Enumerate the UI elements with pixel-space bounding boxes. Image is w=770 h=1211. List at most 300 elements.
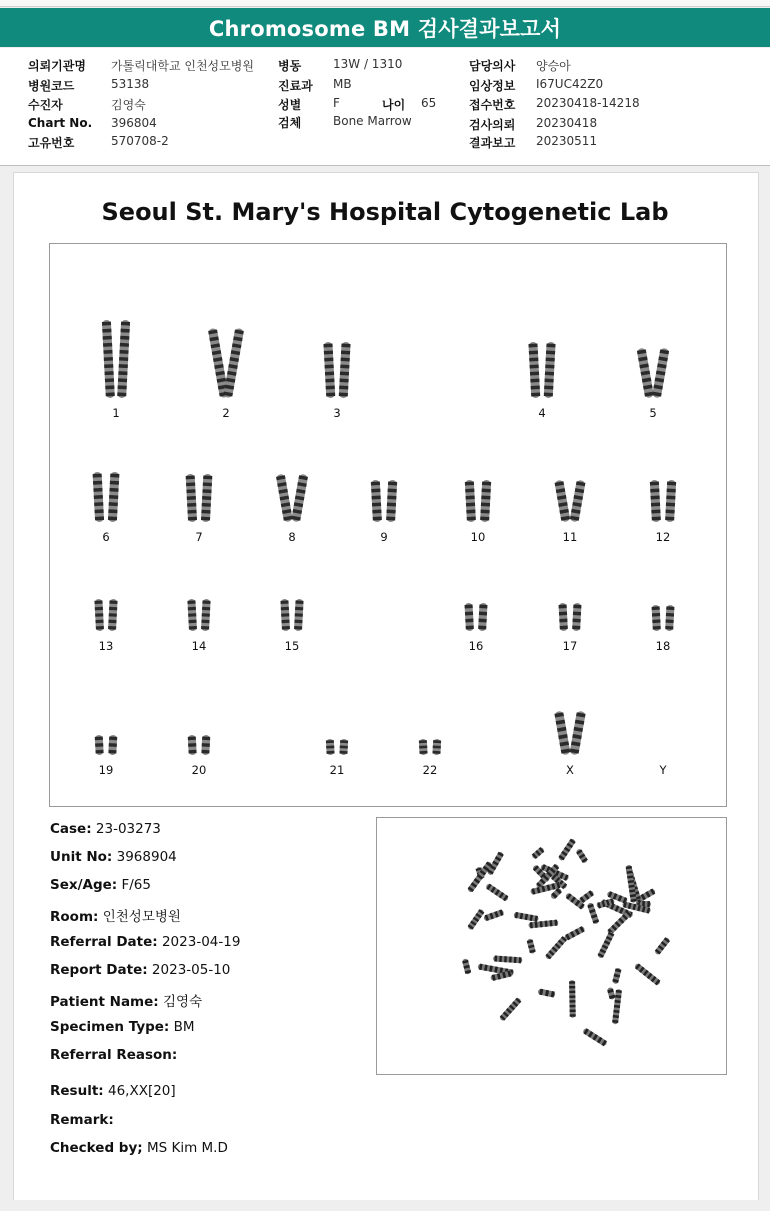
chromosome-label-21: 21 <box>329 763 345 777</box>
chromosome-band <box>323 344 332 348</box>
info-value-hospital-code: 53138 <box>111 77 150 91</box>
chromosome-band <box>652 619 660 623</box>
chromosome-pair-4 <box>520 340 564 400</box>
field-referral-reason <box>50 1047 177 1063</box>
info-label-unique-no: 고유번호 <box>28 136 75 150</box>
chromosome-label-18: 18 <box>655 639 671 653</box>
chromosome-pair-15 <box>270 597 314 633</box>
chromosome-band <box>109 488 118 492</box>
chromosome-band <box>544 385 553 389</box>
metaphase-chromosome <box>597 931 615 959</box>
chromosome-label-2: 2 <box>222 406 230 420</box>
chromosome-band <box>187 510 196 514</box>
lab-title: Seoul St. Mary's Hospital Cytogenetic Lab <box>101 198 669 226</box>
field-remark <box>50 1112 114 1128</box>
chromosome-band <box>186 489 195 493</box>
chromosome-label-8: 8 <box>288 530 296 544</box>
chromosome-band <box>530 365 539 369</box>
chromosome-band <box>546 358 555 362</box>
chromosome-band <box>109 743 117 747</box>
chromosome-band <box>282 626 290 630</box>
chromosome-label-15: 15 <box>284 639 300 653</box>
chromosome-band <box>650 482 659 486</box>
info-value-sex: F <box>333 96 340 110</box>
chromosome-band <box>188 743 196 747</box>
chromosome-band <box>482 482 491 486</box>
chromosome-band <box>325 379 334 383</box>
chromosome-band <box>373 516 382 520</box>
chromosome-band <box>419 751 427 754</box>
info-value-department: MB <box>333 77 352 91</box>
chromosome-band <box>201 517 210 521</box>
chromosome-band <box>294 620 302 624</box>
chromosome-label-4: 4 <box>538 406 546 420</box>
field-sex-age <box>50 877 151 893</box>
chromosome-band <box>667 489 676 493</box>
chromosome-band <box>187 600 195 604</box>
chromosome-band <box>95 613 103 617</box>
chromosome-band <box>203 476 212 480</box>
chromosome-band <box>109 607 117 611</box>
info-value-specimen: Bone Marrow <box>333 114 412 128</box>
chromosome-band <box>530 372 539 376</box>
chromosome-band <box>325 365 334 369</box>
metaphase-chromosome <box>462 958 472 975</box>
chromosome-band <box>326 740 334 743</box>
metaphase-chromosome <box>654 937 671 956</box>
metaphase-chromosome <box>582 1027 608 1046</box>
chromosome-band <box>106 392 115 396</box>
chromosome-4-1 <box>528 342 540 398</box>
chromosome-band <box>201 750 209 754</box>
chromosome-band <box>294 626 302 630</box>
chromosome-band <box>340 372 349 376</box>
metaphase-chromosome <box>607 987 616 1000</box>
chromosome-band <box>102 322 111 326</box>
chromosome-band <box>573 619 581 623</box>
chromosome-band <box>119 357 128 361</box>
chromosome-label-1: 1 <box>112 406 120 420</box>
info-label-request-date: 검사의뢰 <box>469 118 516 132</box>
chromosome-pair-10 <box>456 478 500 524</box>
chromosome-band <box>105 371 114 375</box>
info-label-hospital-code: 병원코드 <box>28 79 75 93</box>
chromosome-band <box>202 489 211 493</box>
chromosome-pair-3 <box>315 340 359 400</box>
chromosome-band <box>481 496 490 500</box>
field-checked-by-label: Checked by; <box>50 1140 143 1156</box>
chromosome-band <box>108 750 116 754</box>
chromosome-band <box>326 745 334 748</box>
chromosome-band <box>372 496 381 500</box>
info-value-institution: 가톨릭대학교 인천성모병원 <box>111 59 254 73</box>
chromosome-band <box>119 350 128 354</box>
chromosome-band <box>479 619 487 623</box>
chromosome-label-9: 9 <box>380 530 388 544</box>
chromosome-band <box>339 751 347 754</box>
chromosome-band <box>103 350 112 354</box>
chromosome-band <box>186 482 195 486</box>
chromosome-band <box>118 385 127 389</box>
chromosome-band <box>650 489 659 493</box>
chromosome-band <box>667 482 676 486</box>
chromosome-band <box>388 482 397 486</box>
field-patient-name-label: Patient Name: <box>50 994 159 1010</box>
chromosome-band <box>371 489 380 493</box>
metaphase-chromosome <box>575 848 588 864</box>
chromosome-label-7: 7 <box>195 530 203 544</box>
chromosome-band <box>102 329 111 333</box>
chromosome-pair-16 <box>454 601 498 633</box>
metaphase-chromosome <box>483 909 504 922</box>
info-value-physician: 양승아 <box>536 59 571 73</box>
chromosome-band <box>466 510 475 514</box>
chromosome-band <box>202 743 210 747</box>
chromosome-band <box>467 516 476 520</box>
chromosome-band <box>201 510 210 514</box>
chromosome-band <box>326 392 335 396</box>
chromosome-band <box>94 600 102 604</box>
info-label-accession-no: 접수번호 <box>469 98 516 112</box>
info-value-request-date: 20230418 <box>536 116 598 130</box>
chromosome-band <box>545 372 554 376</box>
chromosome-12-1 <box>650 480 661 522</box>
chromosome-band <box>419 740 427 743</box>
field-sex-age-label: Sex/Age: <box>50 877 118 893</box>
chromosome-pair-14 <box>177 597 221 633</box>
chromosome-label-14: 14 <box>191 639 207 653</box>
metaphase-chromosome <box>569 980 576 1018</box>
chromosome-band <box>531 385 540 389</box>
chromosome-band <box>529 351 538 355</box>
chromosome-band <box>465 619 473 623</box>
chromosome-band <box>109 736 117 740</box>
field-checked-by-value: MS Kim M.D <box>146 1140 228 1156</box>
chromosome-band <box>572 626 580 630</box>
chromosome-band <box>188 517 197 521</box>
chromosome-band <box>531 392 540 396</box>
chromosome-band <box>466 496 475 500</box>
metaphase-chromosome <box>513 912 539 922</box>
chromosome-band <box>388 489 397 493</box>
top-frame-line <box>0 0 770 7</box>
chromosome-band <box>465 612 473 616</box>
chromosome-band <box>324 351 333 355</box>
chromosome-band <box>109 502 118 506</box>
chromosome-band <box>433 740 441 743</box>
field-referral-date-label: Referral Date: <box>50 934 158 950</box>
info-value-patient: 김영숙 <box>111 98 146 112</box>
chromosome-band <box>419 745 427 748</box>
chromosome-band <box>666 613 674 617</box>
chromosome-band <box>481 510 490 514</box>
chromosome-band <box>546 344 555 348</box>
chromosome-4-2 <box>544 342 556 398</box>
bottom-margin <box>0 1200 770 1211</box>
chromosome-band <box>651 503 660 507</box>
chromosome-band <box>103 343 112 347</box>
info-label-sex: 성별 <box>278 98 302 112</box>
chromosome-band <box>118 378 127 382</box>
chromosome-band <box>187 503 196 507</box>
field-room-value: 인천성모병원 <box>102 909 181 925</box>
chromosome-band <box>559 612 567 616</box>
field-case-label: Case: <box>50 821 92 837</box>
chromosome-pair-13 <box>84 597 128 633</box>
chromosome-band <box>187 496 196 500</box>
chromosome-pair-18 <box>641 603 685 633</box>
chromosome-band <box>530 379 539 383</box>
field-case-value: 23-03273 <box>95 821 161 837</box>
chromosome-9-1 <box>371 480 382 522</box>
chromosome-pair-20 <box>177 733 221 757</box>
chromosome-band <box>326 751 334 754</box>
metaphase-chromosome <box>545 935 568 960</box>
info-label-patient: 수진자 <box>28 98 63 112</box>
chromosome-9-2 <box>386 480 397 522</box>
chromosome-band <box>95 750 103 754</box>
info-label-age: 나이 <box>382 98 406 112</box>
chromosome-band <box>666 619 674 623</box>
field-checked-by <box>50 1140 228 1156</box>
chromosome-pair-8 <box>270 472 314 524</box>
chromosome-band <box>280 600 288 604</box>
chromosome-band <box>481 503 490 507</box>
field-report-date-value: 2023-05-10 <box>151 962 231 978</box>
chromosome-pair-7 <box>177 472 221 524</box>
chromosome-band <box>202 613 210 617</box>
chromosome-10-1 <box>465 480 476 522</box>
chromosome-band <box>479 605 487 609</box>
chromosome-band <box>281 607 289 611</box>
field-result-label: Result: <box>50 1083 104 1099</box>
chromosome-band <box>665 516 674 520</box>
chromosome-label-17: 17 <box>562 639 578 653</box>
chromosome-band <box>546 351 555 355</box>
chromosome-band <box>104 364 113 368</box>
chromosome-band <box>340 379 349 383</box>
chromosome-band <box>573 605 581 609</box>
chromosome-band <box>95 509 104 513</box>
chromosome-band <box>433 745 441 748</box>
info-label-institution: 의뢰기관명 <box>28 59 86 73</box>
chromosome-pair-17 <box>548 601 592 633</box>
chromosome-band <box>117 392 126 396</box>
info-value-ward: 13W / 1310 <box>333 57 403 71</box>
chromosome-band <box>666 510 675 514</box>
field-referral-reason-label: Referral Reason: <box>50 1047 178 1063</box>
chromosome-band <box>108 620 116 624</box>
field-room <box>50 905 181 925</box>
chromosome-band <box>103 336 112 340</box>
chromosome-label-19: 19 <box>98 763 114 777</box>
metaphase-chromosome <box>499 997 522 1022</box>
metaphase-chromosome <box>531 846 545 859</box>
chromosome-band <box>186 476 195 480</box>
chromosome-pair-1 <box>94 318 138 400</box>
chromosome-band <box>372 510 381 514</box>
chromosome-band <box>295 607 303 611</box>
chromosome-band <box>387 510 396 514</box>
field-referral-date <box>50 934 240 950</box>
chromosome-band <box>528 344 537 348</box>
chromosome-band <box>478 626 486 630</box>
chromosome-band <box>545 365 554 369</box>
chromosome-pair-19 <box>84 733 128 757</box>
chromosome-band <box>651 510 660 514</box>
chromosome-band <box>652 613 660 617</box>
chromosome-band <box>121 329 130 333</box>
chromosome-band <box>109 600 117 604</box>
chromosome-pair-2 <box>204 326 248 400</box>
field-room-label: Room: <box>50 909 99 925</box>
chromosome-band <box>653 626 661 630</box>
chromosome-band <box>295 600 303 604</box>
chromosome-band <box>188 620 196 624</box>
chromosome-band <box>189 626 197 630</box>
chromosome-band <box>479 612 487 616</box>
chromosome-band <box>339 392 348 396</box>
field-unit-no <box>50 849 177 865</box>
chromosome-band <box>665 626 673 630</box>
info-label-physician: 담당의사 <box>469 59 516 73</box>
chromosome-band <box>108 626 116 630</box>
chromosome-10-2 <box>480 480 491 522</box>
chromosome-band <box>651 496 660 500</box>
chromosome-band <box>295 613 303 617</box>
chromosome-band <box>188 613 196 617</box>
karyogram-panel <box>49 243 727 807</box>
chromosome-band <box>95 516 104 520</box>
field-unit-no-value: 3968904 <box>116 849 177 865</box>
info-value-accession-no: 20230418-14218 <box>536 96 640 110</box>
field-result-value: 46,XX[20] <box>107 1083 176 1099</box>
info-value-clinical-info: I67UC42Z0 <box>536 77 604 91</box>
chromosome-band <box>465 489 474 493</box>
chromosome-band <box>109 495 118 499</box>
field-sex-age-value: F/65 <box>121 877 151 893</box>
chromosome-band <box>465 605 473 609</box>
chromosome-band <box>96 626 104 630</box>
chromosome-pair-6 <box>84 470 128 524</box>
chromosome-3-1 <box>323 342 335 398</box>
field-unit-no-label: Unit No: <box>50 849 113 865</box>
chromosome-band <box>529 358 538 362</box>
chromosome-label-16: 16 <box>468 639 484 653</box>
chromosome-band <box>324 358 333 362</box>
field-specimen-type-label: Specimen Type: <box>50 1019 170 1035</box>
chromosome-pair-9 <box>362 478 406 524</box>
chromosome-band <box>545 379 554 383</box>
chromosome-label-11: 11 <box>562 530 578 544</box>
chromosome-band <box>559 605 567 609</box>
info-label-chart-no: Chart No. <box>28 116 93 130</box>
metaphase-chromosome <box>467 908 485 930</box>
chromosome-band <box>666 496 675 500</box>
info-label-clinical-info: 임상정보 <box>469 79 516 93</box>
chromosome-band <box>652 606 660 610</box>
metaphase-chromosome <box>606 910 632 936</box>
chromosome-band <box>466 503 475 507</box>
chromosome-band <box>110 474 119 478</box>
field-remark-label: Remark: <box>50 1112 114 1128</box>
chromosome-band <box>93 488 102 492</box>
chromosome-band <box>339 385 348 389</box>
chromosome-pair-22 <box>408 737 452 757</box>
chromosome-band <box>666 503 675 507</box>
chromosome-band <box>387 503 396 507</box>
chromosome-band <box>573 612 581 616</box>
chromosome-band <box>93 474 102 478</box>
chromosome-x-1 <box>554 711 571 756</box>
chromosome-band <box>544 392 553 396</box>
chromosome-band <box>188 750 196 754</box>
chromosome-label-x: X <box>566 763 574 777</box>
chromosome-pair-21 <box>315 737 359 757</box>
info-label-specimen: 검체 <box>278 116 302 130</box>
chromosome-label-13: 13 <box>98 639 114 653</box>
chromosome-band <box>432 751 440 754</box>
info-label-report-date: 결과보고 <box>469 136 516 150</box>
chromosome-band <box>202 607 210 611</box>
chromosome-band <box>201 620 209 624</box>
metaphase-chromosome <box>493 955 523 963</box>
chromosome-band <box>95 607 103 611</box>
chromosome-label-5: 5 <box>649 406 657 420</box>
chromosome-band <box>386 516 395 520</box>
chromosome-band <box>188 736 196 740</box>
chromosome-band <box>371 482 380 486</box>
chromosome-band <box>120 336 129 340</box>
chromosome-band <box>119 364 128 368</box>
patient-info-panel <box>0 48 770 166</box>
chromosome-band <box>202 503 211 507</box>
metaphase-chromosome <box>612 967 622 984</box>
chromosome-pair-x <box>548 709 592 757</box>
chromosome-pair-11 <box>548 478 592 524</box>
chromosome-label-20: 20 <box>191 763 207 777</box>
field-report-date-label: Report Date: <box>50 962 148 978</box>
chromosome-band <box>120 343 129 347</box>
chromosome-band <box>340 365 349 369</box>
chromosome-band <box>559 619 567 623</box>
chromosome-band <box>94 502 103 506</box>
chromosome-band <box>104 357 113 361</box>
chromosome-label-6: 6 <box>102 530 110 544</box>
chromosome-band <box>105 378 114 382</box>
field-specimen-type <box>50 1019 195 1035</box>
chromosome-band <box>652 516 661 520</box>
chromosome-band <box>121 322 130 326</box>
info-value-report-date: 20230511 <box>536 134 598 148</box>
info-label-ward: 병동 <box>278 59 302 73</box>
chromosome-pair-5 <box>631 346 675 400</box>
chromosome-band <box>341 344 350 348</box>
chromosome-band <box>480 516 489 520</box>
chromosome-band <box>118 371 127 375</box>
chromosome-3-2 <box>339 342 351 398</box>
info-value-unique-no: 570708-2 <box>111 134 169 148</box>
chromosome-band <box>281 613 289 617</box>
chromosome-band <box>466 626 474 630</box>
chromosome-band <box>340 745 348 748</box>
metaphase-chromosome <box>526 938 536 954</box>
chromosome-band <box>188 607 196 611</box>
chromosome-band <box>465 482 474 486</box>
chromosome-band <box>341 358 350 362</box>
chromosome-band <box>93 481 102 485</box>
chromosome-band <box>95 620 103 624</box>
